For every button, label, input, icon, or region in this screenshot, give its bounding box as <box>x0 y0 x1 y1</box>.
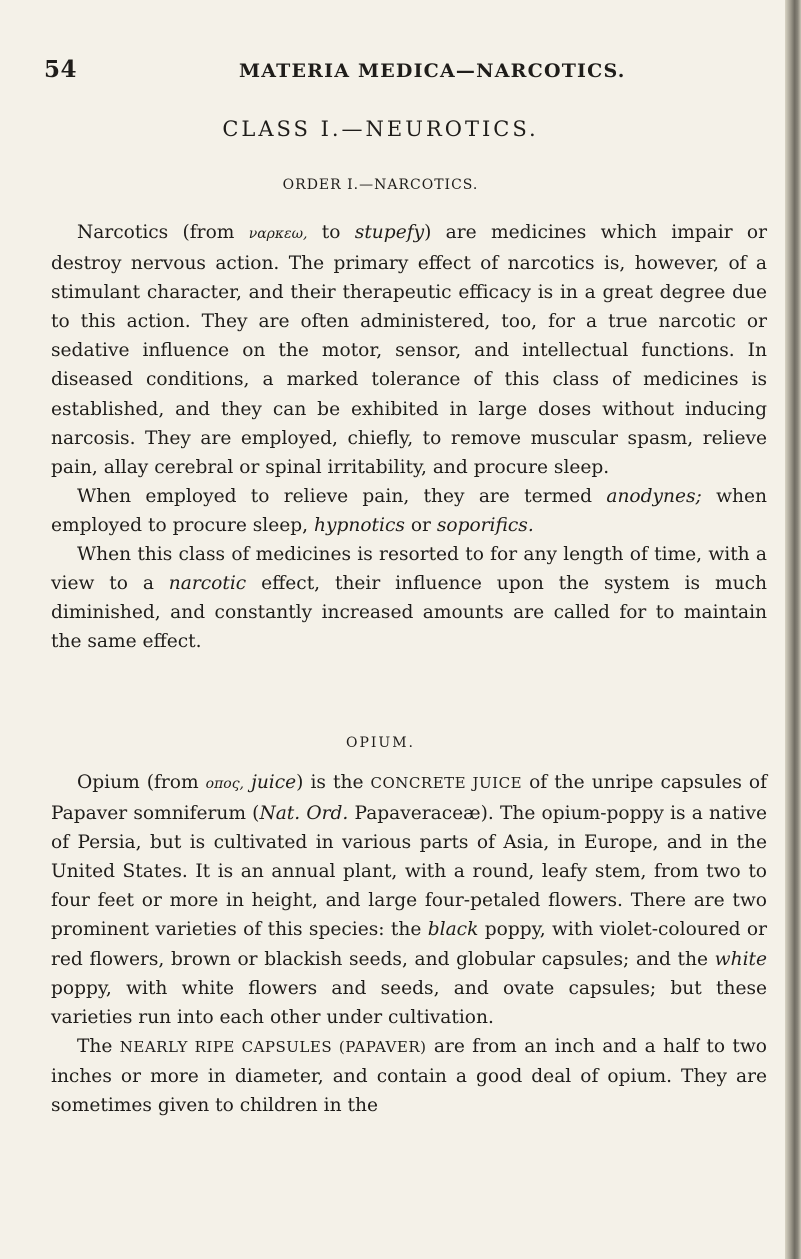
page-edge-shadow <box>785 0 801 1259</box>
opium-paragraph-2: The NEARLY RIPE CAPSULES (PAPAVER) are from an inch and a half to two inches or more in diameter, and contain a good deal of opium. They are sometimes given to children in the <box>51 1035 768 1117</box>
class-heading: CLASS I.—NEUROTICS. <box>222 117 539 141</box>
page-number: 54 <box>44 56 78 83</box>
opium-section <box>51 768 767 1120</box>
narcotics-paragraph-2: When employed to relieve pain, they are termed anodynes; when employed to procure sleep, hypnotics or soporifics. <box>51 485 768 536</box>
running-title: MATERIA MEDICA—NARCOTICS. <box>239 60 626 82</box>
page-header <box>44 56 744 86</box>
narcotics-paragraph-1: Narcotics (from ναρκεω, to stupefy) are medicines which impair or destroy nervous action. The primary effect of narcotics is, however, of a stimulant character, and their therapeutic efficacy is in a great degree due to this action. They are often administered, too, for a true narcotic or sedative influence on the motor, sensor, and intellectual functions. In diseased conditions, a marked tolerance of this class of medicines is established, and they can be exhibited in large doses without inducing narcosis. They are employed, chiefly, to remove muscular spasm, relieve pain, allay cerebral or spinal irritability, and procure sleep. <box>51 222 767 478</box>
narcotics-paragraph-3: When this class of medicines is resorted to for any length of time, with a view to a narcotic effect, their influence upon the system is much diminished, and constantly increased amounts are called for to maintain the same effect. <box>51 544 767 653</box>
narcotics-section <box>51 218 767 656</box>
opium-paragraph-1: Opium (from οπος, juice) is the CONCRETE JUICE of the unripe capsules of Papaver somniferum (Nat. Ord. Papaveraceæ). The opium-poppy is a native of Persia, but is cultivated in various parts of Asia, in Europe, and in the United States. It is an annual plant, with a round, leafy stem, from two to four feet or more in height, and large four-petaled flowers. There are two prominent varieties of this species: the black poppy, with violet-coloured or red flowers, brown or blackish seeds, and globular capsules; and the white poppy, with white flowers and seeds, and ovate capsules; but these varieties run into each other under cultivation. <box>51 772 768 1028</box>
opium-heading: OPIUM. <box>345 735 415 751</box>
order-heading: ORDER I.—NARCOTICS. <box>282 177 479 193</box>
